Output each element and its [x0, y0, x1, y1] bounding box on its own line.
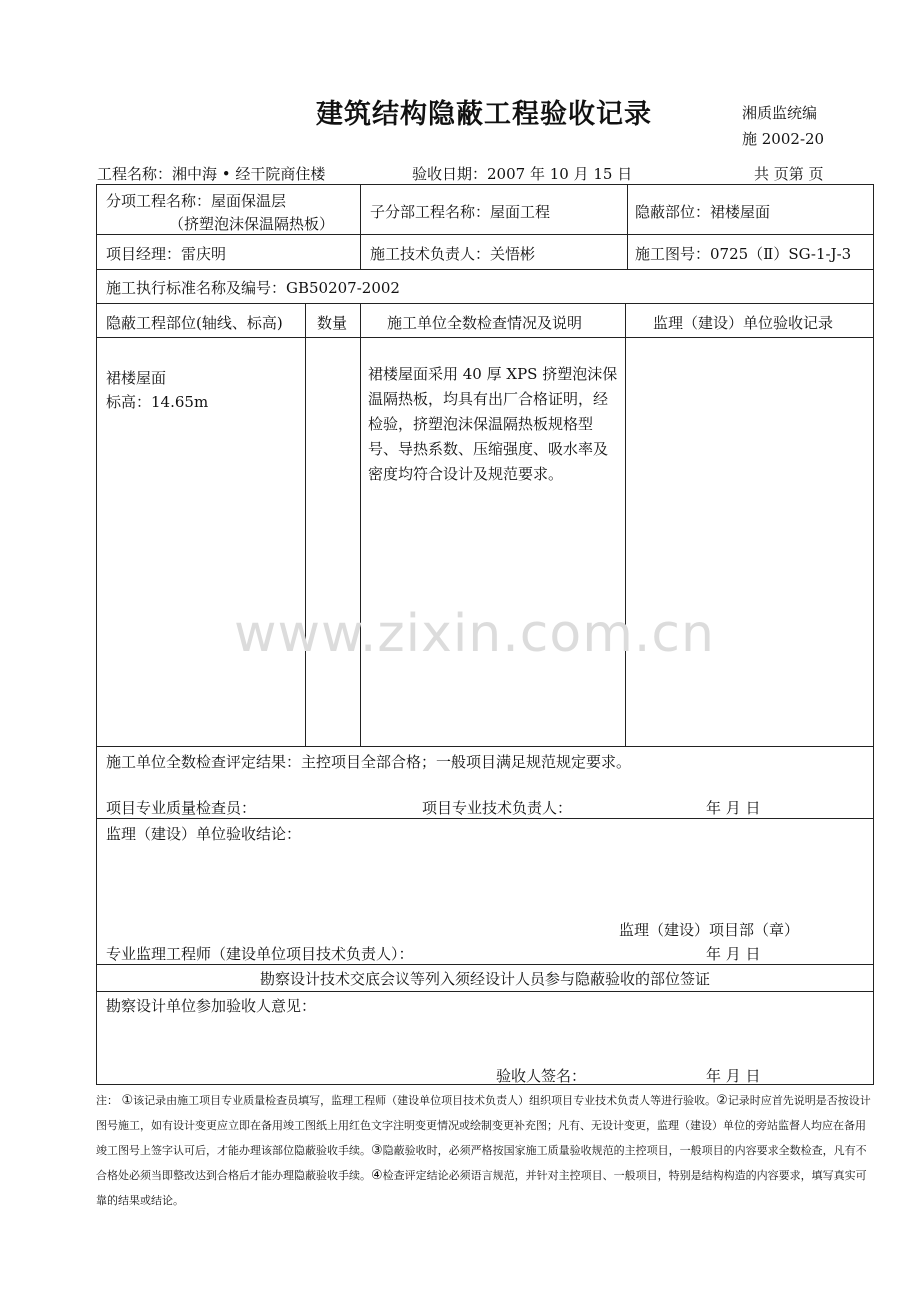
- supervision-department: 监理（建设）项目部（章）: [619, 921, 800, 939]
- row-divider: [97, 269, 873, 270]
- note-text-3: 隐蔽验收时，必须严格按国家施工质量验收规范的主控项目，一般项目的内容要求全数检查，凡有不合格处必须当即整改达到合格后才能办理隐蔽验收手续。: [96, 1144, 867, 1182]
- elevation-value: 标高：14.65m: [106, 393, 209, 411]
- note-text-4: 检查评定结论必须语言规范，并针对主控项目、一般项目，特别是结构构造的内容要求，填写真实可靠的结果或结论。: [96, 1169, 867, 1207]
- note-number-1: ①: [121, 1093, 134, 1108]
- row-divider: [97, 818, 873, 819]
- column-divider: [360, 185, 361, 269]
- row-divider: [97, 746, 873, 747]
- evaluation-result: 施工单位全数检查评定结果：主控项目全部合格；一般项目满足规范规定要求。: [106, 753, 632, 771]
- row-divider: [97, 991, 873, 992]
- column-header-supervision: 监理（建设）单位验收记录: [653, 314, 834, 332]
- standard-reference: 施工执行标准名称及编号：GB50207-2002: [106, 279, 400, 297]
- document-title: 建筑结构隐蔽工程验收记录: [316, 99, 652, 130]
- note-text-1: 该记录由施工项目专业质量检查员填写，监理工程师（建设单位项目技术负责人）组织项目专业技术负责人等进行验收。: [133, 1094, 717, 1107]
- date-placeholder: 年 月 日: [706, 799, 761, 817]
- tech-responsible-label: 项目专业技术负责人：: [422, 799, 573, 817]
- date-placeholder: 年 月 日: [706, 945, 761, 963]
- column-header-location: 隐蔽工程部位(轴线、标高): [106, 314, 283, 332]
- hidden-location: 隐蔽部位：裙楼屋面: [635, 203, 771, 221]
- column-divider: [625, 303, 626, 746]
- column-divider: [627, 185, 628, 269]
- column-header-inspection: 施工单位全数检查情况及说明: [387, 314, 583, 332]
- project-name: 工程名称：湘中海 • 经干院商住楼: [97, 165, 326, 183]
- form-code-line2: 施 2002-20: [742, 130, 825, 148]
- acceptor-signature-label: 验收人签名：: [496, 1067, 587, 1085]
- note-number-4: ④: [371, 1168, 383, 1183]
- supervision-engineer-label: 专业监理工程师（建设单位项目技术负责人）：: [106, 945, 414, 963]
- column-divider: [360, 303, 361, 746]
- column-divider: [305, 303, 306, 746]
- note-prefix: 注：: [96, 1094, 118, 1107]
- inspection-description: 裙楼屋面采用 40 厚 XPS 挤塑泡沫保温隔热板，均具有出厂合格证明，经检验，挤塑泡沫保温隔热板规格型号、导热系数、压缩强度、吸水率及密度均符合设计及规范要求。: [368, 365, 618, 483]
- row-divider: [97, 303, 873, 304]
- watermark: www.zixin.com.cn: [234, 604, 715, 664]
- sub-division-name: 子分部工程名称：屋面工程: [370, 203, 551, 221]
- date-placeholder: 年 月 日: [706, 1067, 761, 1085]
- page-counter: 共 页第 页: [754, 165, 824, 183]
- quality-inspector-label: 项目专业质量检查员：: [106, 799, 257, 817]
- footnote: [96, 1088, 874, 1213]
- note-text-2: 记录时应首先说明是否按设计图号施工，如有设计变更应立即在备用竣工图纸上用红色文字注明变更情况或绘制变更补充图；凡有、无设计变更，监理（建设）单位的旁站监督人均应在备用竣工图号上签字认可后，才能办理该部位隐蔽验收手续。: [96, 1094, 871, 1157]
- note-number-3: ③: [371, 1143, 383, 1158]
- location-value: 裙楼屋面: [106, 369, 167, 387]
- row-divider: [97, 964, 873, 965]
- technical-lead: 施工技术负责人：关悟彬: [370, 245, 536, 263]
- supervision-conclusion-label: 监理（建设）单位验收结论：: [106, 825, 302, 843]
- column-header-quantity: 数量: [317, 314, 348, 332]
- row-divider: [97, 337, 873, 338]
- sub-project-name-detail: （挤塑泡沫保温隔热板）: [169, 215, 335, 233]
- note-number-2: ②: [716, 1093, 728, 1108]
- project-manager: 项目经理：雷庆明: [106, 245, 227, 263]
- drawing-number: 施工图号：0725（Ⅱ）SG-1-J-3: [635, 245, 852, 263]
- form-code-line1: 湘质监统编: [742, 104, 818, 122]
- sub-project-name: 分项工程名称：屋面保温层: [106, 192, 287, 210]
- survey-opinion-label: 勘察设计单位参加验收人意见：: [106, 997, 317, 1015]
- survey-design-heading: 勘察设计技术交底会议等列入须经设计人员参与隐蔽验收的部位签证: [259, 970, 710, 988]
- row-divider: [97, 234, 873, 235]
- acceptance-date: 验收日期：2007 年 10 月 15 日: [412, 165, 633, 183]
